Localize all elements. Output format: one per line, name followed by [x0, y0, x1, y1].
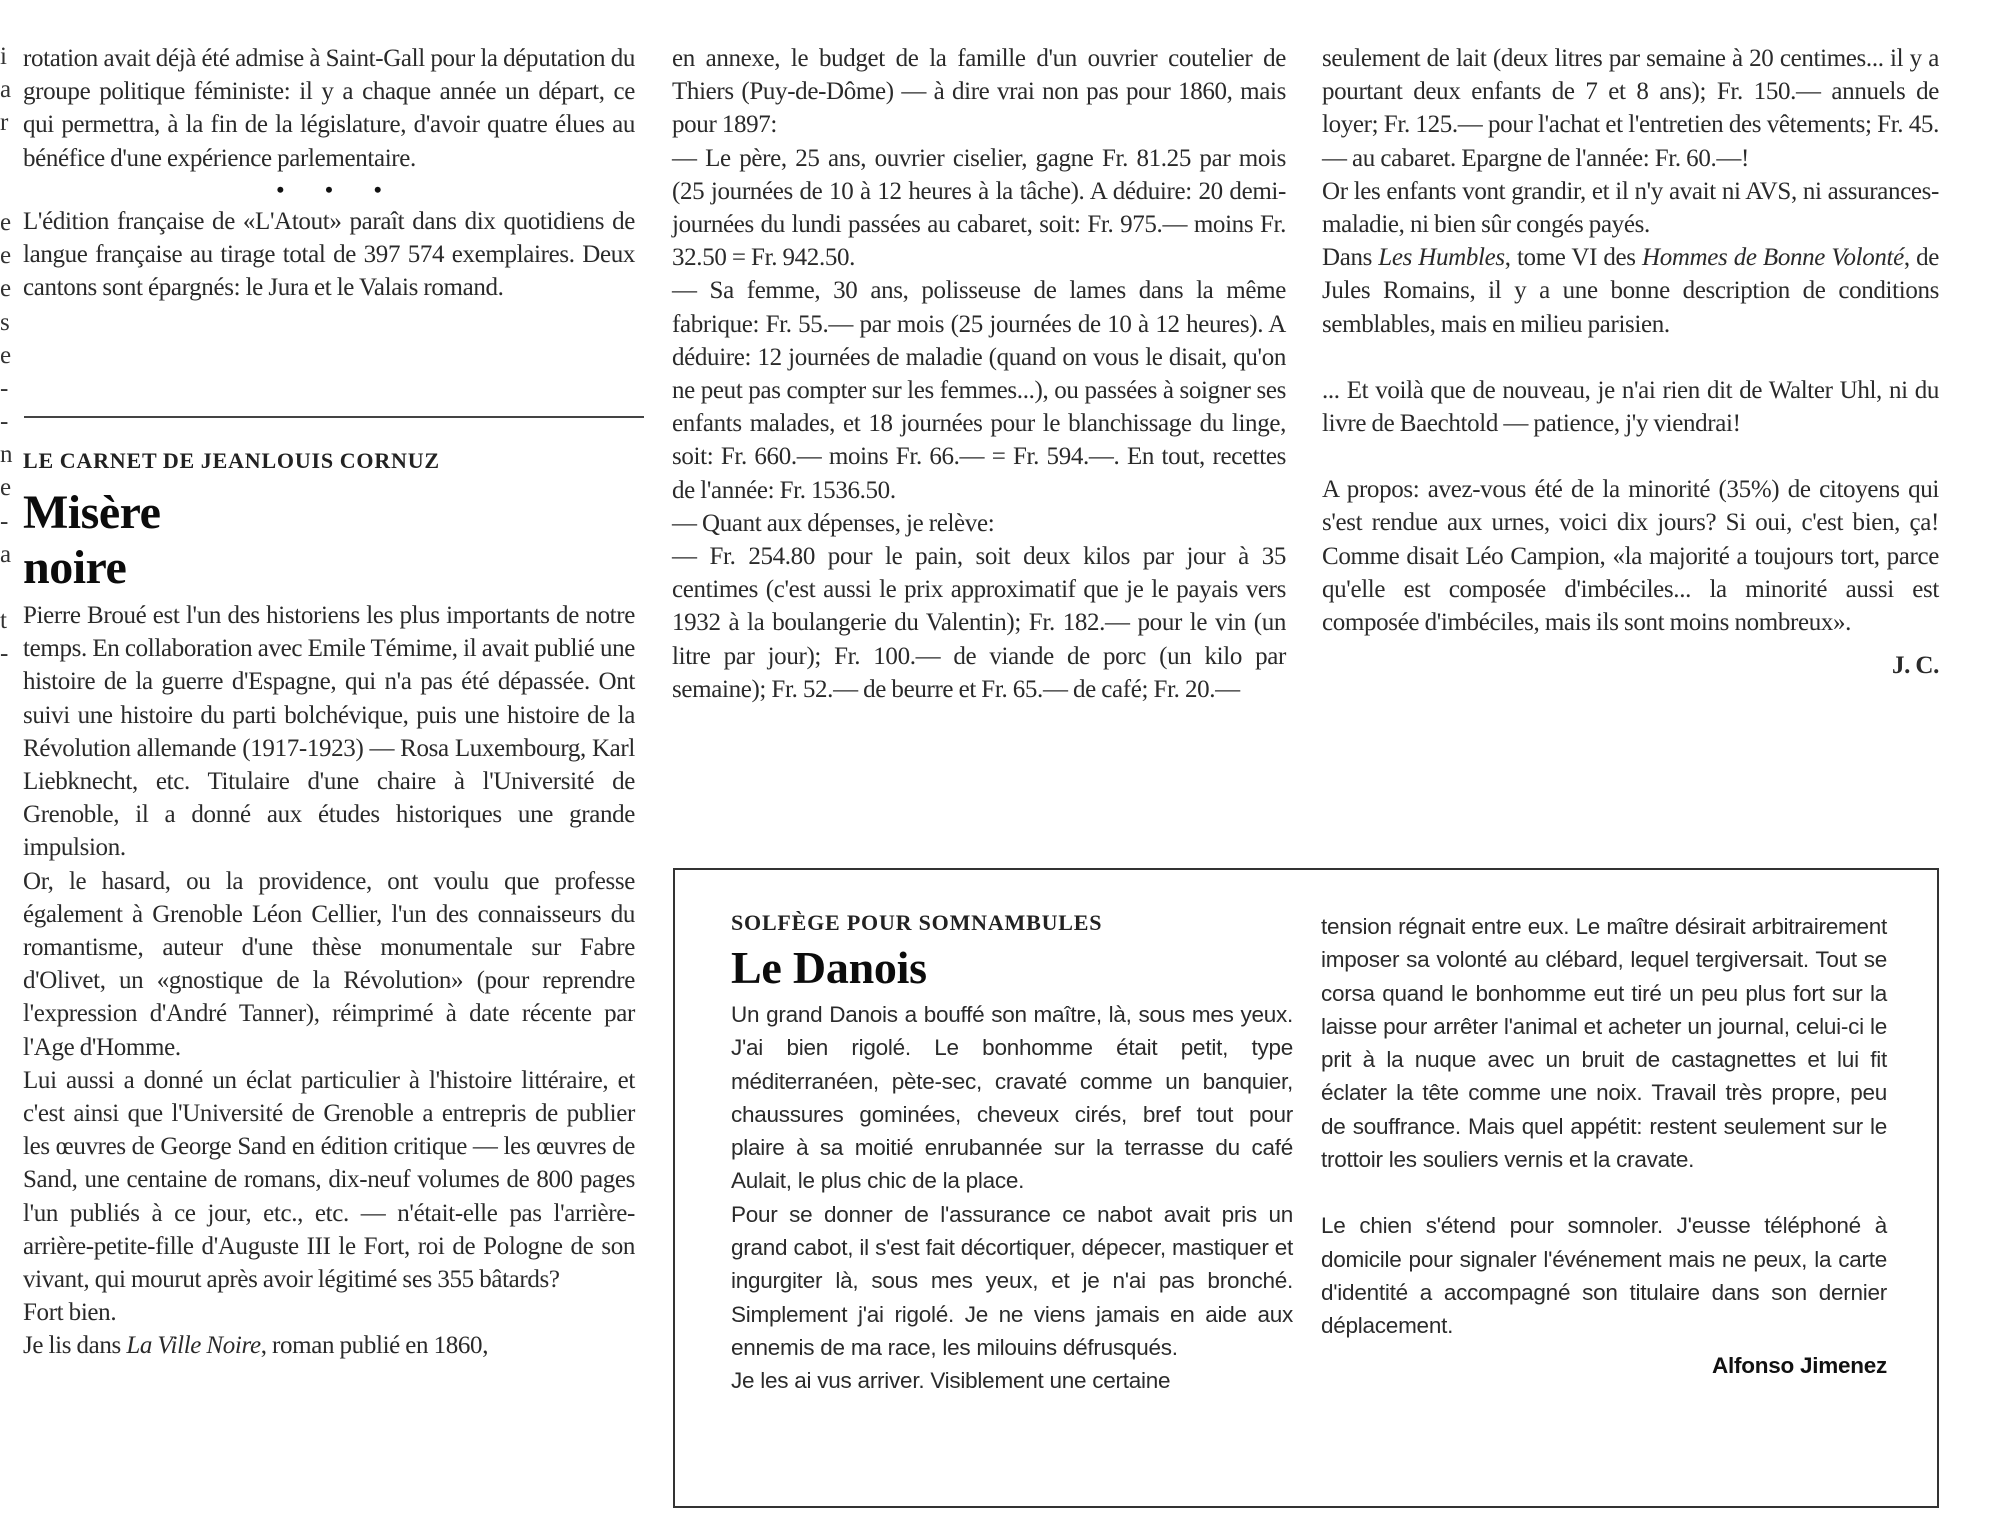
fragment-letter: i — [0, 43, 7, 70]
column-middle — [672, 42, 1286, 706]
paragraph: tension régnait entre eux. Le maître désirait arbitrairement imposer sa volonté au clébard, lequel tergiversait. Tout se corsa quand le bonhomme eut tiré un peu plus fort sur la laisse pour arrêter l'animal et acheter un journal, celui-ci le prit à la nuque avec un bruit de castagnettes et lui fit éclater la tête comme une noix. Travail très propre, peu de souffrance. Mais quel appétit: restent seulement sur le trottoir les souliers vernis et la cravate. — [1321, 914, 1887, 1173]
fragment-letter: a — [0, 76, 12, 104]
paragraph: rotation avait déjà été admise à Saint-Gall pour la députation du groupe politique féministe: il y a chaque année un départ, ce qui permettra, à la fin de la législature, d'avoir quatre élues au bénéfice d'une expérience parlementaire. — [23, 45, 635, 172]
headline-line: noire — [23, 541, 127, 594]
book-title: Les Humbles — [1378, 244, 1505, 272]
paragraph: en annexe, le budget de la famille d'un ouvrier coutelier de Thiers (Puy-de-Dôme) — à dire vrai non pas pour 1860, mais pour 1897: — [672, 45, 1286, 139]
box-column-left — [731, 908, 1293, 1398]
paragraph: Je les ai vus arriver. Visiblement une certaine — [731, 1368, 1171, 1394]
section-rule — [24, 416, 644, 418]
fragment-letter: - — [0, 640, 9, 668]
fragment-letter: e — [0, 208, 12, 236]
book-title: La Ville Noire — [126, 1332, 261, 1360]
fragment-letter: - — [0, 507, 9, 535]
paragraph: Un grand Danois a bouffé son maître, là, sous mes yeux. J'ai bien rigolé. Le bonhomme était petit, type méditerranéen, pète-sec, cravaté comme un banquier, chaussures gominées, cheveux cirés, bref tout pour plaire à sa moitié enrubannée sur la terrasse du café Aulait, le plus chic de la place. — [731, 1002, 1293, 1194]
paragraph — [23, 1329, 635, 1362]
article-headline — [23, 485, 635, 595]
fragment-letter: e — [0, 341, 12, 369]
fragment-letter: r — [0, 109, 9, 137]
fragment-letter: e — [0, 242, 12, 270]
section-separator: • • • — [276, 176, 400, 202]
paragraph: — Le père, 25 ans, ouvrier ciselier, gagne Fr. 81.25 par mois (25 journées de 10 à 12 heures à la tâche). A déduire: 20 demi-journées du lundi passées au cabaret, soit: Fr. 975.— moins Fr. 32.50 = Fr. 942.50. — [672, 144, 1286, 272]
spacer — [1322, 341, 1939, 374]
fragment-letter: - — [0, 374, 9, 402]
text-run: , roman publié en 1860, — [260, 1332, 489, 1360]
article-kicker: LE CARNET DE JEANLOUIS CORNUZ — [23, 448, 440, 473]
paragraph — [1322, 241, 1939, 341]
headline-line: Misère — [23, 486, 161, 539]
text-run: Dans — [1322, 244, 1379, 272]
boxed-article-le-danois — [673, 868, 1939, 1508]
paragraph: L'édition française de «L'Atout» paraît dans dix quotidiens de langue française au tirage total de 397 574 exemplaires. Deux cantons sont épargnés: le Jura et le Valais romand. — [23, 207, 635, 302]
column-right — [1322, 42, 1939, 682]
fragment-letter: s — [0, 308, 10, 336]
paragraph: ... Et voilà que de nouveau, je n'ai rien dit de Walter Uhl, ni du livre de Baechtold — patience, j'y viendrai! — [1322, 376, 1939, 438]
paragraph: Pierre Broué est l'un des historiens les plus importants de notre temps. En collaboration avec Emile Témime, il avait publié une histoire de la guerre d'Espagne, qui n'a pas été dépassée. Ont suivi une histoire du parti bolchévique, puis une histoire de la Révolution allemande (1917-1923) — Rosa Luxembourg, Karl Liebknecht, etc. Titulaire d'une chaire à l'Université de Grenoble, il a donné aux études historiques une grande impulsion. — [23, 602, 635, 862]
article-misere-noire — [23, 447, 635, 1363]
article-kicker: SOLFÈGE POUR SOMNAMBULES — [731, 910, 1103, 935]
paragraph: seulement de lait (deux litres par semaine à 20 centimes... il y a pourtant deux enfants de 7 et 8 ans); Fr. 150.— annuels de loyer; Fr. 125.— pour l'achat et l'entretien des vêtements; Fr. 45.— au cabaret. Epargne de l'année: Fr. 60.—! — [1322, 45, 1939, 172]
text-run: Je lis dans — [23, 1332, 127, 1360]
fragment-letter: t — [0, 607, 7, 635]
paragraph: Pour se donner de l'assurance ce nabot avait pris un grand cabot, il s'est fait décortiquer, dépecer, mastiquer et ingurgiter là, sous mes yeux, et je n'ai pas bronché. Simplement j'ai rigolé. Je ne viens jamais en aide aux ennemis de ma race, les milouins défrusqués. — [731, 1201, 1293, 1360]
previous-column-fragment — [0, 40, 14, 671]
paragraph: Or, le hasard, ou la providence, ont voulu que professe également à Grenoble Léon Cellier, l'un des connaisseurs du romantisme, auteur d'une thèse monumentale sur Fabre d'Olivet, un «gnostique de la Révolution» (pour reprendre l'expression d'André Tanner), réimprimé à date récente par l'Age d'Homme. — [23, 867, 635, 1061]
fragment-letter — [0, 571, 14, 604]
spacer — [1322, 440, 1939, 473]
paragraph: Le chien s'étend pour somnoler. J'eusse téléphoné à domicile pour signaler l'événement mais ne peux, la carte d'identité a accompagné son titulaire dans son dernier déplacement. — [1321, 1213, 1887, 1339]
fragment-letter: - — [0, 408, 9, 436]
paragraph: A propos: avez-vous été de la minorité (35%) de citoyens qui s'est rendue aux urnes, voici dix jours? Si oui, c'est bien, ça! Comme disait Léo Campion, «la majorité a toujours tort, parce qu'elle est composée d'imbéciles... la minorité aussi est composée d'imbéciles, mais ils sont moins nombreux». — [1322, 476, 1939, 637]
author-signature: J. C. — [1891, 652, 1939, 680]
spacer — [1321, 1176, 1887, 1209]
fragment-letter: e — [0, 474, 12, 502]
paragraph: Fort bien. — [23, 1299, 117, 1327]
text-run: , de Jules Romains, il y a une bonne description de conditions semblables, mais en milieu parisien. — [1322, 244, 1940, 338]
fragment-letter: n — [0, 441, 13, 469]
article-headline: Le Danois — [731, 942, 927, 993]
fragment-letter — [0, 140, 14, 173]
book-title: Hommes de Bonne Volonté — [1642, 244, 1904, 272]
fragment-letter: e — [0, 275, 12, 303]
paragraph: Lui aussi a donné un éclat particulier à l'histoire littéraire, et c'est ainsi que l'Université de Grenoble a entrepris de publier les œuvres de George Sand en édition critique — les œuvres de Sand, une centaine de romans, dix-neuf volumes de 800 pages l'un publiés à ce jour, etc., etc. — n'était-elle pas l'arrière-arrière-petite-fille d'Auguste III le Fort, roi de Pologne de son vivant, qui mourut après avoir légitimé ses 355 bâtards? — [23, 1066, 635, 1294]
paragraph: — Quant aux dépenses, je relève: — [672, 509, 995, 537]
paragraph: — Sa femme, 30 ans, polisseuse de lames dans la même fabrique: Fr. 55.— par mois (25 journées de 10 à 12 heures). A déduire: 12 journées de maladie (quand on vous le disait, qu'on ne peut pas compter sur les femmes...), ou passées à soigner ses enfants malades, et 18 journées pour le blanchissage du linge, soit: Fr. 660.— moins Fr. 66.— = Fr. 594.—. En tout, recettes de l'année: Fr. 1536.50. — [672, 277, 1286, 504]
author-signature: Alfonso Jimenez — [1711, 1352, 1887, 1378]
text-run: , tome VI des — [1504, 244, 1642, 272]
paragraph: — Fr. 254.80 pour le pain, soit deux kilos par jour à 35 centimes (c'est aussi le prix approximatif que je le payais vers 1932 à la boulangerie du Valentin); Fr. 182.— pour le vin (un litre par jour); Fr. 100.— de viande de porc (un kilo par semaine); Fr. 52.— de beurre et Fr. 65.— de café; Fr. 20.— — [672, 543, 1286, 703]
paragraph: Or les enfants vont grandir, et il n'y avait ni AVS, ni assurances-maladie, ni bien sûr congés payés. — [1322, 177, 1939, 239]
fragment-letter: a — [0, 540, 12, 568]
column-left — [23, 42, 635, 304]
box-column-right — [1321, 910, 1887, 1382]
fragment-letter — [0, 173, 14, 206]
